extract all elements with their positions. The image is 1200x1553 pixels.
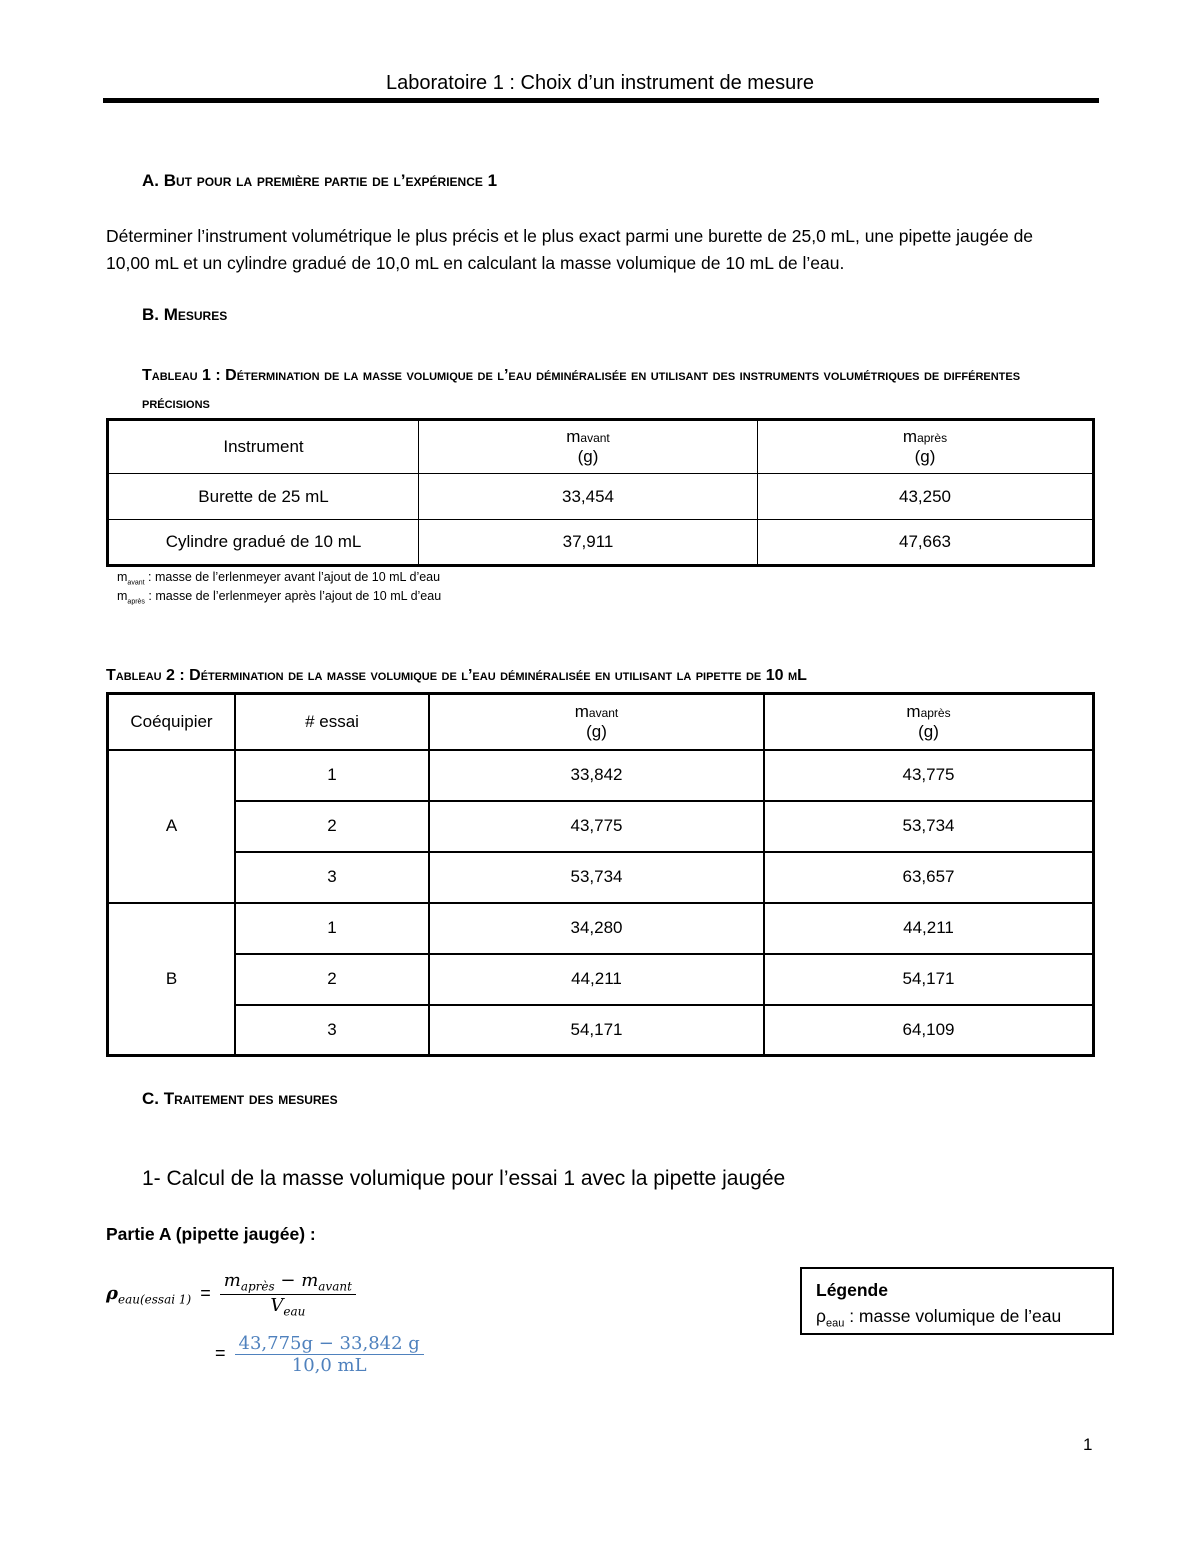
cell-m-apres: 63,657	[764, 852, 1094, 903]
cell-m-apres: 43,775	[764, 750, 1094, 801]
cell-instrument: Cylindre gradué de 10 mL	[108, 520, 419, 566]
table-1	[106, 418, 1095, 567]
header-coequipier: Coéquipier	[108, 694, 236, 750]
cell-m-avant: 43,775	[429, 801, 764, 852]
table-row	[108, 852, 1094, 903]
page-title: Laboratoire 1 : Choix d’un instrument de mesure	[385, 72, 814, 94]
table-row	[108, 520, 1094, 566]
header-essai: # essai	[235, 694, 429, 750]
header-instrument: Instrument	[108, 420, 419, 474]
cell-coequipier: A	[108, 750, 236, 903]
cell-m-avant: 53,734	[429, 852, 764, 903]
cell-essai: 2	[235, 801, 429, 852]
header-m-apres: maprès (g)	[758, 420, 1094, 474]
cell-m-avant: 33,454	[419, 474, 758, 520]
legend-title: Légende	[816, 1280, 888, 1300]
table-row	[108, 750, 1094, 801]
table2-caption: Tableau 2 : Détermination de la masse volumique de l’eau déminéralisée en utilisant la pipette de 10 mL	[106, 667, 807, 684]
table-row	[108, 474, 1094, 520]
table1-caption: Tableau 1 : Détermination de la masse volumique de l’eau déminéralisée en utilisant des instruments volumétriques de différentes précisions	[142, 367, 1021, 412]
cell-essai: 3	[235, 1005, 429, 1056]
table-row	[108, 801, 1094, 852]
cell-m-apres: 54,171	[764, 954, 1094, 1005]
header-m-avant: mavant (g)	[429, 694, 764, 750]
cell-essai: 2	[235, 954, 429, 1005]
legend-entry: $\rho_{eau}$ : masse volumique de l’eau	[816, 1306, 1062, 1330]
table-row	[108, 954, 1094, 1005]
cell-coequipier: B	[108, 903, 236, 1056]
section-a-text: Déterminer l’instrument volumétrique le plus précis et le plus exact parmi une burette de 25,0 mL, une pipette jaugée de 10,00 mL et un cylindre gradué de 10,0 mL en calculant la masse volumique de 10 mL de l’eau.	[106, 226, 1034, 273]
cell-m-apres: 64,109	[764, 1005, 1094, 1056]
page-number: 1	[1083, 1435, 1093, 1454]
legend-box	[800, 1267, 1114, 1335]
formula-numerator-values: 43,775g − 33,842 g	[235, 1333, 424, 1355]
header-rule	[103, 98, 1099, 103]
cell-essai: 1	[235, 903, 429, 954]
cell-m-apres: 53,734	[764, 801, 1094, 852]
cell-m-apres: 47,663	[758, 520, 1094, 566]
partie-a-label: Partie A (pipette jaugée) :	[106, 1224, 316, 1244]
section-b-heading: B. Mesures	[142, 305, 228, 324]
table-row	[108, 1005, 1094, 1056]
cell-m-avant: 44,211	[429, 954, 764, 1005]
header-m-apres: maprès (g)	[764, 694, 1094, 750]
formula-line-2: = $\frac{43,775g - 33,842 g}{10,0 mL}$	[215, 1333, 424, 1376]
formula-denominator-values: 10,0 mL	[291, 1355, 367, 1376]
table-2	[106, 692, 1095, 1057]
subsection-1-heading: 1- Calcul de la masse volumique pour l’essai 1 avec la pipette jaugée	[142, 1167, 786, 1190]
cell-essai: 1	[235, 750, 429, 801]
footnote-m-apres: $m_{après}$ : masse de l’erlenmeyer après l’ajout de 10 mL d’eau	[117, 589, 442, 606]
cell-m-apres: 44,211	[764, 903, 1094, 954]
cell-m-apres: 43,250	[758, 474, 1094, 520]
cell-m-avant: 54,171	[429, 1005, 764, 1056]
cell-m-avant: 34,280	[429, 903, 764, 954]
cell-m-avant: 33,842	[429, 750, 764, 801]
header-m-avant: mavant (g)	[419, 420, 758, 474]
cell-instrument: Burette de 25 mL	[108, 474, 419, 520]
table-row	[108, 903, 1094, 954]
section-a-heading: A. But pour la première partie de l’expérience 1	[142, 171, 498, 190]
cell-essai: 3	[235, 852, 429, 903]
cell-m-avant: 37,911	[419, 520, 758, 566]
section-c-heading: C. Traitement des mesures	[142, 1089, 338, 1108]
footnote-m-avant: $m_{avant}$ : masse de l’erlenmeyer avant l’ajout de 10 mL d’eau	[117, 570, 441, 587]
formula-line-1: $\rho_{eau(essai 1)}$ = $\frac{m_{après} - m_{avant}}{V_{eau}}$	[106, 1270, 356, 1318]
